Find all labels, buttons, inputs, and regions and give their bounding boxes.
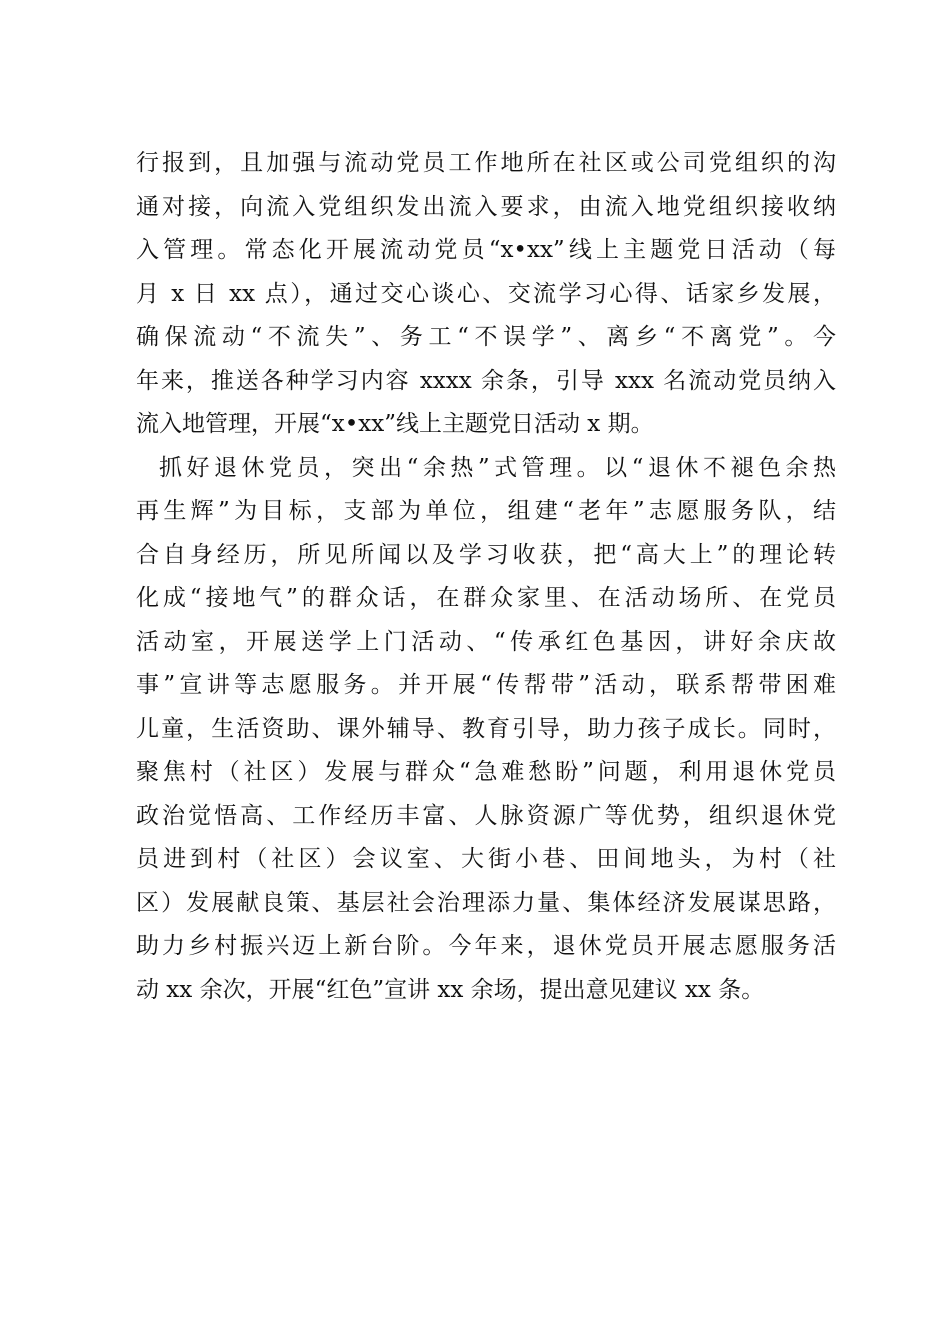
text-line: 区）发展献良策、基层社会治理添力量、集体经济发展谋思路， [136,889,836,916]
text-line: 年来，推送各种学习内容 xxxx 余条，引导 xxx 名流动党员纳入 [136,367,836,394]
text-line: 入管理。常态化开展流动党员“x•xx”线上主题党日活动（每 [136,237,836,263]
text-line: 月 x 日 xx 点），通过交心谈心、交流学习心得、话家乡发展， [136,280,836,307]
text-line: 合自身经历，所见所闻以及学习收获，把“高大上”的理论转 [136,541,836,568]
text-line: 流入地管理，开展“x•xx”线上主题党日活动 x 期。 [136,411,654,437]
text-line: 确保流动“不流失”、务工“不误学”、离乡“不离党”。今 [136,324,836,350]
text-line: 通对接，向流入党组织发出流入要求，由流入地党组织接收纳 [136,193,836,220]
text-line: 活动室，开展送学上门活动、“传承红色基因，讲好余庆故 [136,628,836,655]
text-line: 化成“接地气”的群众话，在群众家里、在活动场所、在党员 [136,585,836,611]
paragraph-retired-party-members [136,447,836,1013]
text-line: 事”宣讲等志愿服务。并开展“传帮带”活动，联系帮带困难 [136,672,836,698]
text-line: 政治觉悟高、工作经历丰富、人脉资源广等优势，组织退休党 [136,802,836,829]
document-body [136,142,836,1012]
text-line: 儿童，生活资助、课外辅导、教育引导，助力孩子成长。同时， [136,715,836,742]
text-line: 员进到村（社区）会议室、大街小巷、田间地头，为村（社 [136,846,836,872]
text-line: 动 xx 余次，开展“红色”宣讲 xx 余场，提出意见建议 xx 条。 [136,976,765,1003]
paragraph-mobile-party-members [136,142,836,447]
text-line: 行报到，且加强与流动党员工作地所在社区或公司党组织的沟 [136,150,836,176]
text-line: 助力乡村振兴迈上新台阶。今年来，退休党员开展志愿服务活 [136,933,836,959]
text-line: 再生辉”为目标，支部为单位，组建“老年”志愿服务队，结 [136,498,836,524]
text-line: 抓好退休党员，突出“余热”式管理。以“退休不褪色余热 [159,454,836,481]
text-line: 聚焦村（社区）发展与群众“急难愁盼”问题，利用退休党员 [136,759,836,785]
